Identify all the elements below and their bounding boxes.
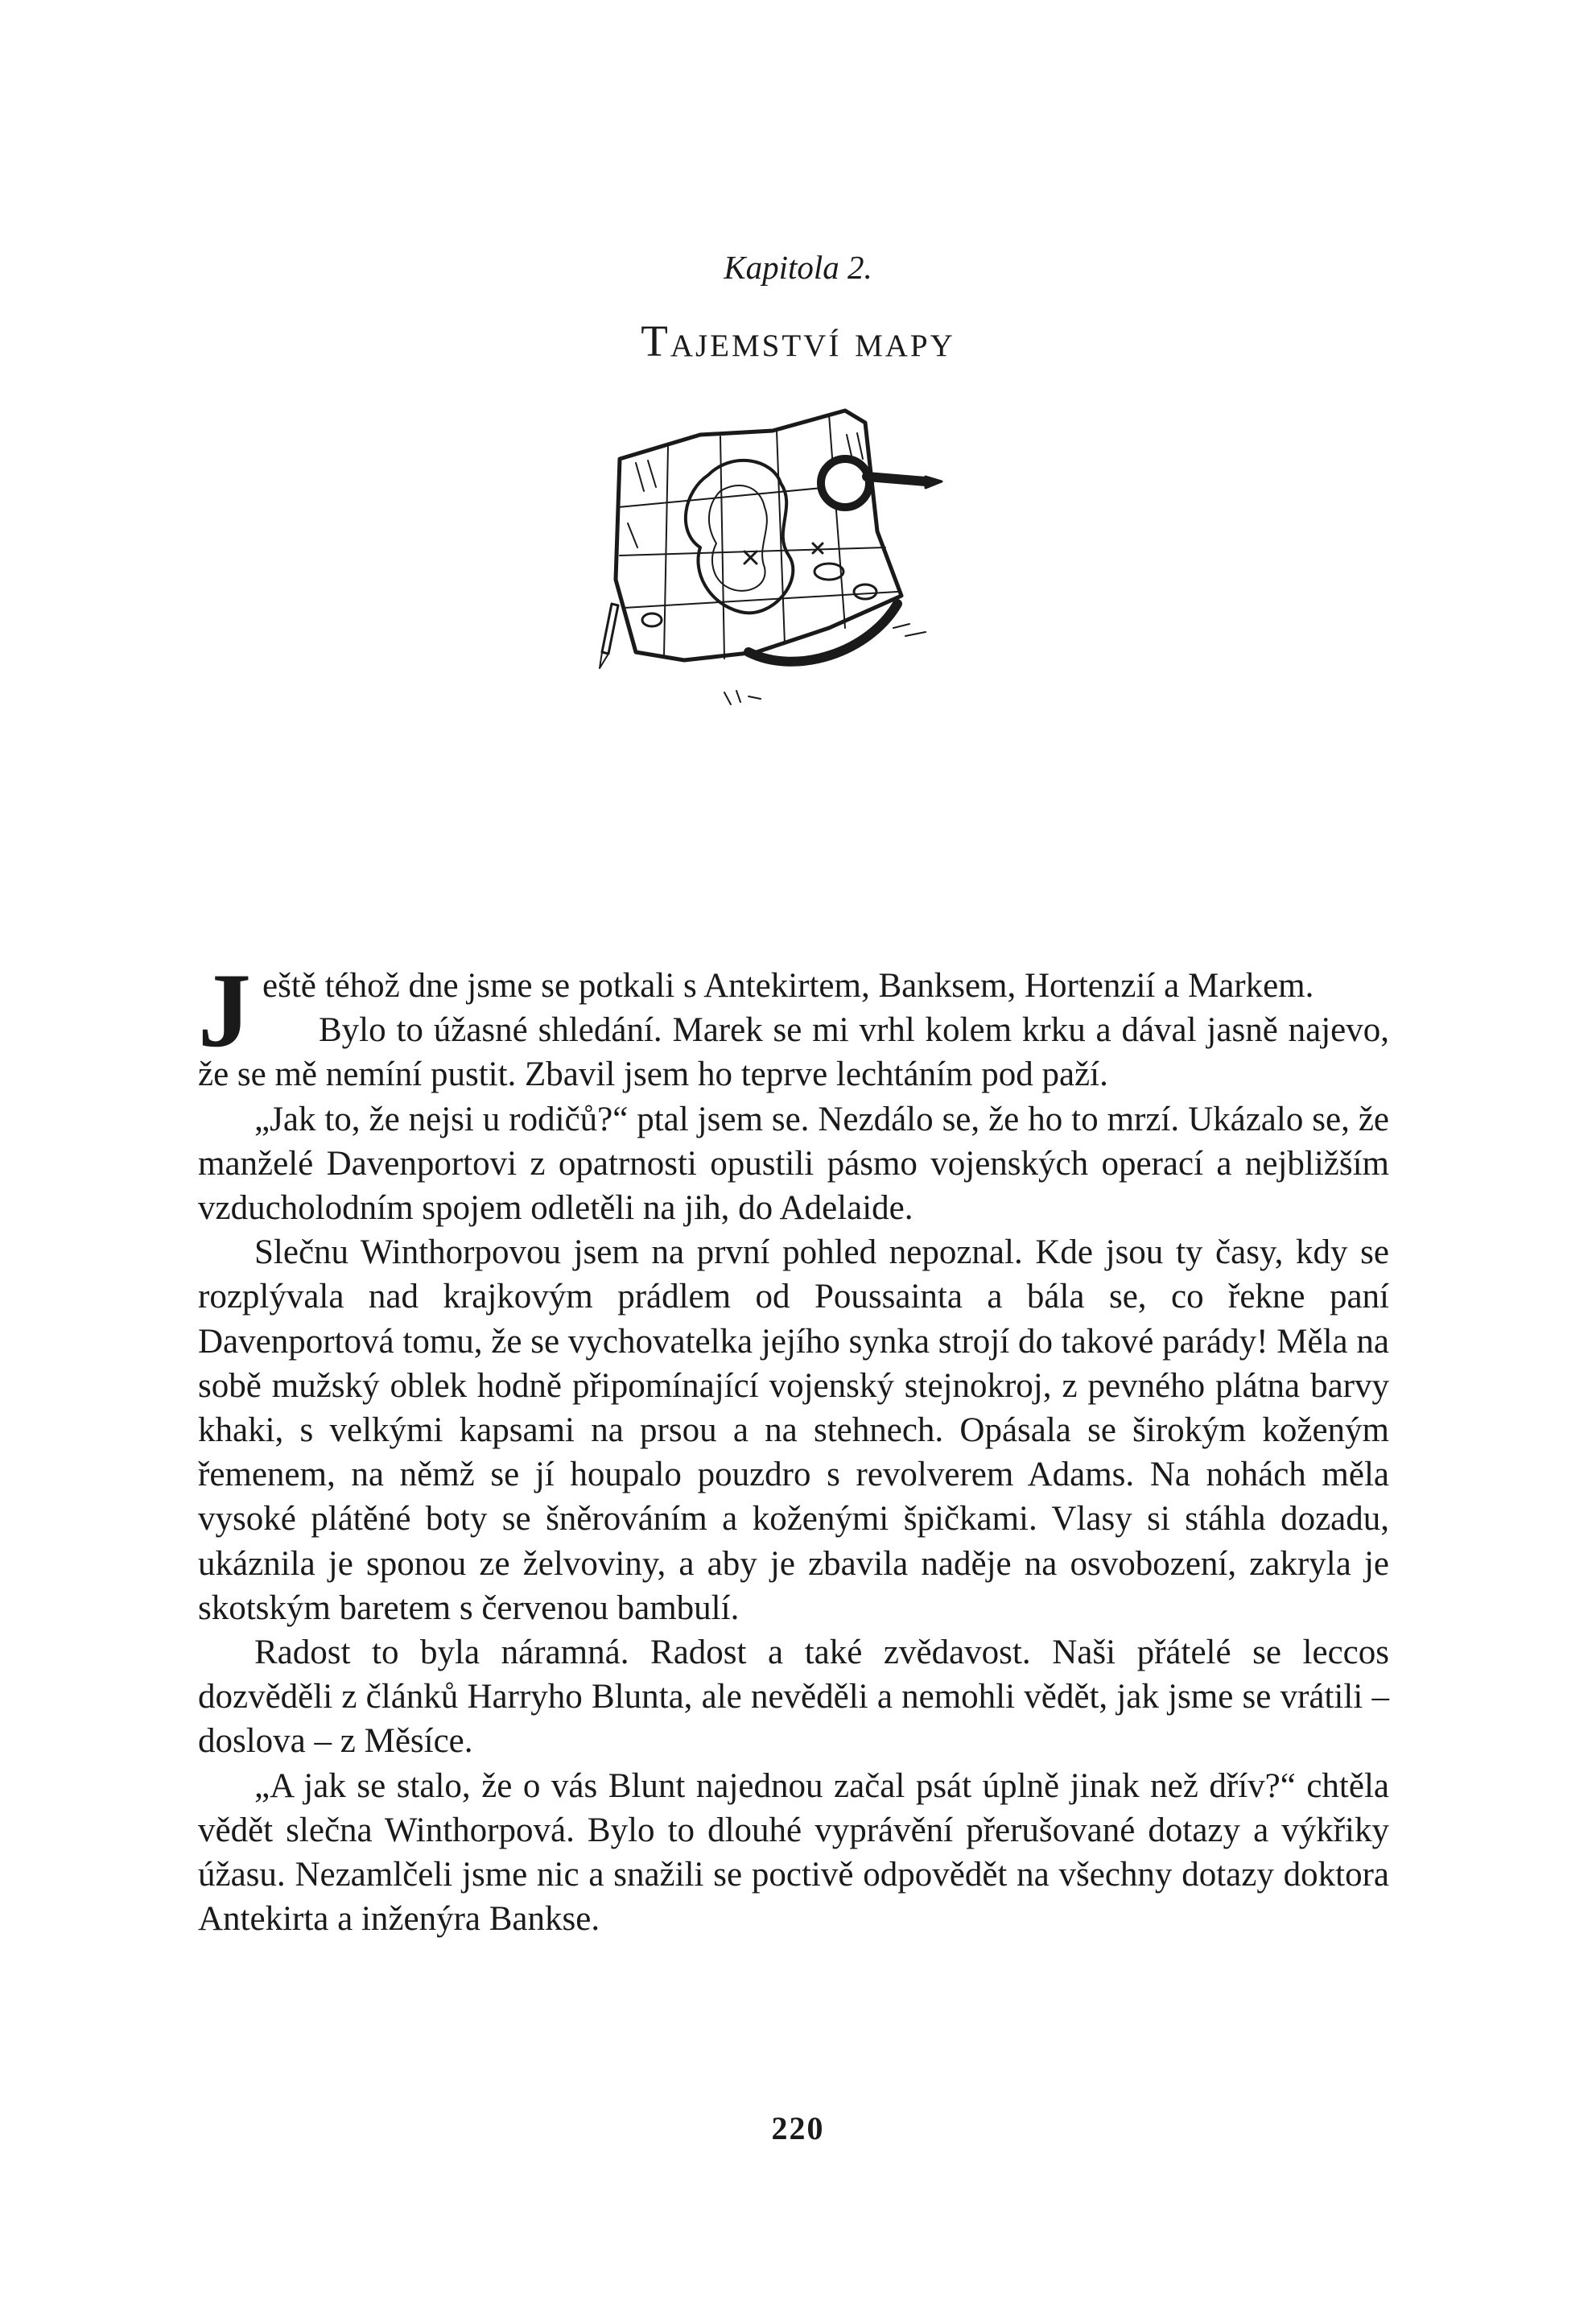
paragraph: „Jak to, že nejsi u rodičů?“ ptal jsem se. Nezdálo se, že ho to mrzí. Ukázalo se, že manželé Davenportovi z opatrnosti opustili pásmo vojenských operací a nejbližším vzducholodním spojem odletěli na jih, do Adelaide. [198, 1100, 1389, 1228]
page-number: 220 [771, 2110, 825, 2146]
chapter-body [198, 951, 1389, 1941]
dropcap: J [198, 951, 251, 1069]
chapter-label: Kapitola 2. [724, 249, 872, 286]
map-with-magnifier-icon [588, 386, 974, 725]
paragraph: Radost to byla náramná. Radost a také zvědavost. Naši přátelé se leccos dozvěděli z článků Harryho Blunta, ale nevěděli a nemohli vědět, jak jsme se vrátili – doslova – z Měsíce. [198, 1634, 1389, 1761]
chapter-title: Tajemství mapy [641, 316, 955, 366]
paragraph: Bylo to úžasné shledání. Marek se mi vrhl kolem krku a dával jasně najevo, že se mě nemíní pustit. Zbavil jsem ho teprve lechtáním pod paží. [198, 1011, 1389, 1094]
paragraph-text: eště téhož dne jsme se potkali s Antekirtem, Banksem, Hortenzií a Markem. [262, 967, 1314, 1005]
paragraph: „A jak se stalo, že o vás Blunt najednou začal psát úplně jinak než dřív?“ chtěla vědět slečna Winthorpová. Bylo to dlouhé vyprávění přerušované dotazy a výkřiky úžasu. Nezamlčeli jsme nic a snažili se poctivě odpovědět na všechny dotazy doktora Antekirta a inženýra Bankse. [198, 1766, 1389, 1939]
paragraph: Slečnu Winthorpovou jsem na první pohled nepoznal. Kde jsou ty časy, kdy se rozplývala nad krajkovým prádlem od Poussainta a bála se, co řekne paní Davenportová tomu, že se vychovatelka jejího synka strojí do takové parády! Měla na sobě mužský oblek hodně připomínající vojenský stejnokroj, z pevného plátna barvy khaki, s velkými kapsami na prsou a na stehnech. Opásala se širokým koženým řemenem, na němž se jí houpalo pouzdro s revolverem Adams. Na nohách měla vysoké plátěné boty se šněrováním a koženými špičkami. Vlasy si stáhla dozadu, ukáznila je sponou ze želvoviny, a aby je zbavila naděje na osvobození, zakryla je skotským baretem s červenou bambulí. [198, 1233, 1389, 1627]
